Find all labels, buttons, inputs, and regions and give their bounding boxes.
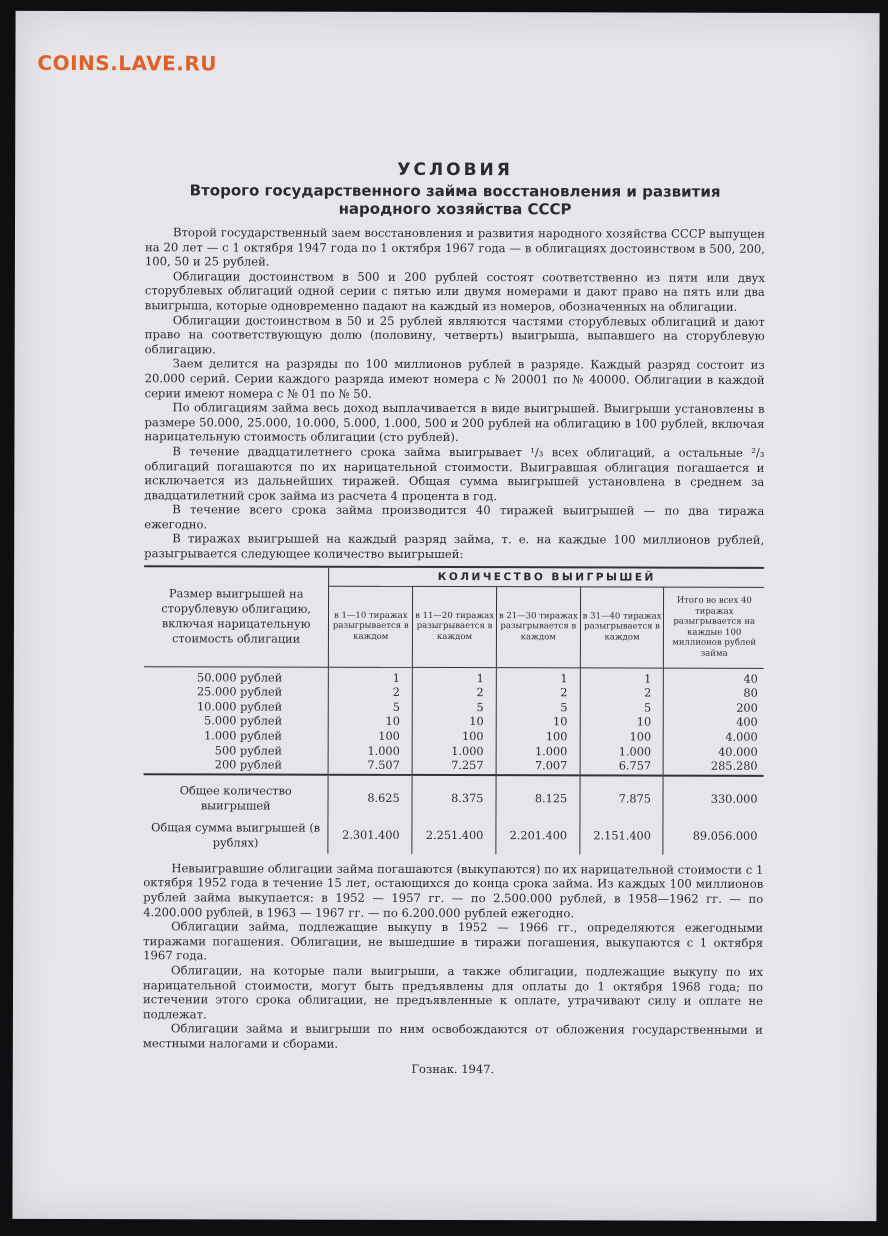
table-cell: 1 2 5 10 100 1.000 7.507	[328, 671, 412, 774]
prize-table	[143, 565, 764, 855]
paragraph: В тиражах выигрышей на каждый разряд займа, т. е. на каждые 100 миллионов рублей, разыгрывается следующее количество выигрышей:	[144, 531, 765, 562]
paragraph: Облигации займа, подлежащие выкупу в 1952 — 1966 гг., определяются ежегодными тиражами погашения. Облигации, не вышедшие в тиражи погашения, выкупаются с 1 октября 1967 года.	[143, 919, 764, 963]
paragraph: В течение двадцатилетнего срока займа выигрывает ¹/₃ всех облигаций, а остальные ²/₃ облигаций погашаются по их нарицательной стоимости. Выигравшая облигация погашается и исключается из дальнейших тиражей. Общая сумма выигрышей установлена в среднем за двадцатилетний срок займа из расчета 4 процента в год.	[144, 444, 765, 503]
paragraph: Облигации достоинством в 500 и 200 рублей состоят соответственно из пяти или двух сторублевых облигаций одной серии с пятью или двумя номерами и дают право на пять или два выигрыша, которые одновременно падают на каждый из номеров, обозначенных на облигации.	[144, 269, 765, 314]
table-cell: 8.375	[412, 780, 496, 818]
table-cell: 1 2 5 10 100 1.000 6.757	[580, 672, 664, 775]
table-cell: 330.000	[710, 793, 758, 807]
subtitle-line: народного хозяйства СССР	[338, 199, 572, 219]
paragraph: Облигации займа и выигрыши по ним освобождаются от обложения государственными и местными налогами и сборами.	[142, 1021, 763, 1051]
table-cell: 2.201.400	[496, 818, 580, 854]
paragraph: В течение всего срока займа производится 40 тиражей выигрышей — по два тиража ежегодно.	[144, 502, 765, 532]
paragraph: Невыигравшие облигации займа погашаются (выкупаются) по их нарицательной стоимости с 1 октября 1952 года в течение 15 лет, остающихся до конца срока займа. Из каждых 100 миллионов рублей займа выкупается: в 1952 — 1957 гг. — по 2.500.000 рублей, в 1958—1962 гг. — по 4.200.000 рублей, в 1963 — 1967 гг. — по 6.200.000 рублей ежегодно.	[143, 861, 764, 920]
table-group-header: КОЛИЧЕСТВО ВЫИГРЫШЕЙ	[329, 566, 764, 587]
printer-imprint: Гознак. 1947.	[411, 1061, 495, 1076]
total-label: Общая сумма выигрышей (в рублях)	[143, 817, 328, 853]
table-left-header: Размер выигрышей на сторублевую облигацию, включая нарицательную стоимость облигации	[144, 566, 329, 667]
table-cell: 40 80 200 400 4.000 40.000 285.280	[710, 672, 758, 774]
table-cell: 89.056.000	[692, 829, 758, 844]
table-cell: 8.625	[328, 780, 412, 818]
row-label: 50.000 рублей 25.000 рублей 10.000 рублей 5.000 рублей 1.000 рублей 500 рублей 200 рублей	[144, 671, 329, 775]
table-cell: 7.875	[580, 780, 664, 818]
bond-sheet	[12, 11, 879, 1221]
table-cell: 1 2 5 10 100 1.000 7.257	[412, 672, 496, 775]
table-col-header: в 31—40 тиражах разыгрывается в каждом	[580, 587, 664, 668]
table-col-header: в 1—10 тиражах разыгрывается в каждом	[329, 586, 413, 667]
table-cell: 8.125	[496, 780, 580, 818]
paragraph: Облигации достоинством в 50 и 25 рублей являются частями сторублевых облигаций и дают право на соответствующую долю (половину, четверть) выигрыша, выпавшего на сторублевую облигацию.	[144, 312, 765, 357]
table-row	[144, 671, 764, 776]
table-cell: 1 2 5 10 100 1.000 7.007	[496, 672, 580, 775]
paragraph: Облигации, на которые пали выигрыши, а также облигации, подлежащие выкупу по их нарицательной стоимости, могут быть предъявлены для оплаты до 1 октября 1968 года; по истечении этого срока облигации, не предъявленные к оплате, утрачивают силу и оплате не подлежат.	[142, 963, 764, 1022]
table-cell: 2.151.400	[580, 818, 664, 854]
paragraph: Второй государственный заем восстановления и развития народного хозяйства СССР выпущен на 20 лет — с 1 октября 1947 года по 1 октября 1967 года — в облигациях достоинством в 500, 200, 100, 50 и 25 рублей.	[144, 225, 766, 269]
table-col-header: Итого во всех 40 тиражах разыгрывается на каждые 100 миллионов рублей займа	[672, 595, 757, 659]
paragraph: Заем делится на разряды по 100 миллионов рублей в разряде. Каждый разряд состоит из 20.000 серий. Серии каждого разряда имеют номера с № 20001 по № 40000. Облигации в каждой серии имеют номера с № 01 по № 50.	[144, 356, 765, 401]
table-col-header: в 21—30 тиражах разыгрывается в каждом	[496, 586, 580, 667]
paragraph: По облигациям займа весь доход выплачивается в виде выигрышей. Выигрыши установлены в размере 50.000, 25.000, 10.000, 5.000, 1.000, 500 и 200 рублей на облигацию в 100 рублей, включая нарицательную стоимость облигации (сто рублей).	[144, 400, 765, 445]
document-subtitle	[145, 181, 765, 219]
subtitle-line: Второго государственного займа восстановления и развития	[189, 181, 721, 201]
document-body	[143, 159, 765, 1076]
table-cell: 2.301.400	[328, 818, 412, 854]
total-label: Общее количество выигрышей	[143, 779, 328, 817]
watermark-text: COINS.LAVE.RU	[37, 50, 218, 76]
table-col-header: в 11—20 тиражах разыгрывается в каждом	[413, 586, 497, 667]
table-cell: 2.251.400	[412, 818, 496, 854]
table-total-row	[143, 817, 763, 855]
table-total-row	[143, 779, 763, 819]
document-title: УСЛОВИЯ	[397, 159, 513, 181]
